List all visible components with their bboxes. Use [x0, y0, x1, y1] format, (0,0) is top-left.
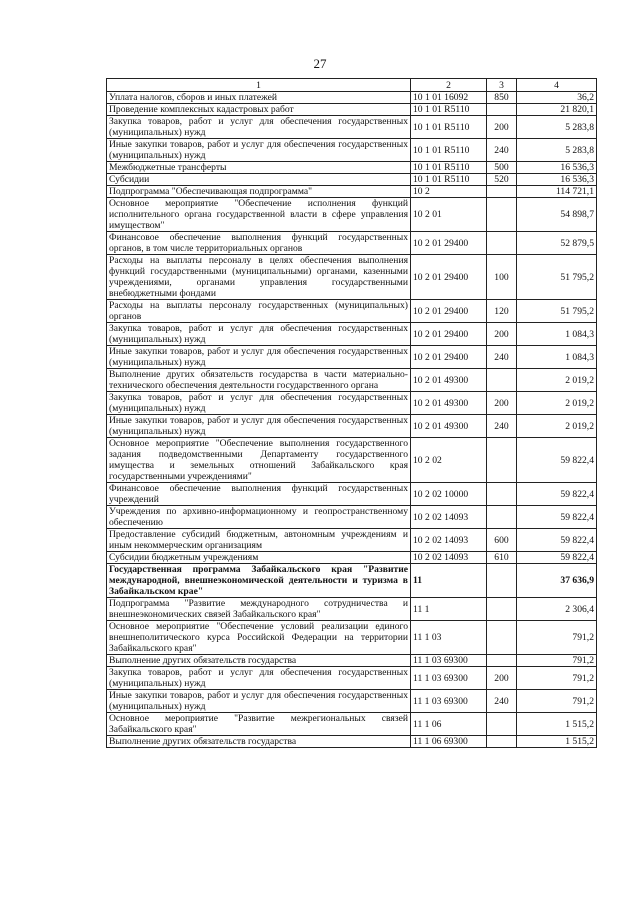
row-amount-cell: 21 820,1: [517, 104, 597, 116]
table-row: [107, 655, 597, 667]
table-row: [107, 506, 597, 529]
row-name-cell: Государственная программа Забайкальского края "Развитие международной, внешнеэкономической деятельности и туризма в Забайкальском крае": [107, 564, 411, 598]
row-type-cell: [487, 369, 517, 392]
table-row: [107, 186, 597, 198]
row-code-cell: 10 2 01 49300: [411, 392, 487, 415]
table-row: [107, 438, 597, 483]
row-type-cell: 610: [487, 552, 517, 564]
row-amount-cell: 59 822,4: [517, 483, 597, 506]
row-type-cell: [487, 736, 517, 748]
row-type-cell: 600: [487, 529, 517, 552]
row-type-cell: 240: [487, 415, 517, 438]
row-code-cell: 10 2 02: [411, 438, 487, 483]
table-row: [107, 736, 597, 748]
header-col-4: 4: [517, 79, 597, 92]
row-name-cell: Расходы на выплаты персоналу государственных (муниципальных) органов: [107, 300, 411, 323]
header-col-2: 2: [411, 79, 487, 92]
table-row: [107, 139, 597, 162]
header-row: [107, 79, 597, 92]
row-amount-cell: 1 084,3: [517, 346, 597, 369]
table-row: [107, 198, 597, 232]
table-row: [107, 392, 597, 415]
row-name-cell: Межбюджетные трансферты: [107, 162, 411, 174]
row-amount-cell: 791,2: [517, 621, 597, 655]
row-type-cell: 240: [487, 346, 517, 369]
row-amount-cell: 37 636,9: [517, 564, 597, 598]
table-row: [107, 300, 597, 323]
table-row: [107, 116, 597, 139]
table-row: [107, 667, 597, 690]
row-type-cell: 240: [487, 139, 517, 162]
row-amount-cell: 52 879,5: [517, 232, 597, 255]
row-amount-cell: 2 019,2: [517, 415, 597, 438]
row-code-cell: 10 2 01 29400: [411, 346, 487, 369]
row-amount-cell: 791,2: [517, 690, 597, 713]
row-code-cell: 11 1 03 69300: [411, 690, 487, 713]
table-row: [107, 713, 597, 736]
row-type-cell: 200: [487, 116, 517, 139]
row-name-cell: Проведение комплексных кадастровых работ: [107, 104, 411, 116]
row-name-cell: Основное мероприятие "Обеспечение исполнения функций исполнительного органа государственной власти в сфере управления имуществом": [107, 198, 411, 232]
row-code-cell: 10 2 01 29400: [411, 232, 487, 255]
row-name-cell: Основное мероприятие "Обеспечение выполнения государственного задания подведомственными Департаменту государственного имущества и земельных отношений Забайкальского края государственными учреждениями": [107, 438, 411, 483]
row-name-cell: Закупка товаров, работ и услуг для обеспечения государственных (муниципальных) нужд: [107, 323, 411, 346]
row-amount-cell: 5 283,8: [517, 139, 597, 162]
row-type-cell: 100: [487, 255, 517, 300]
row-type-cell: [487, 564, 517, 598]
row-code-cell: 10 1 01 R5110: [411, 139, 487, 162]
row-code-cell: 10 2 02 10000: [411, 483, 487, 506]
row-type-cell: 200: [487, 392, 517, 415]
row-name-cell: Выполнение других обязательств государства: [107, 655, 411, 667]
row-code-cell: 10 2 01 29400: [411, 323, 487, 346]
table-row: [107, 104, 597, 116]
row-code-cell: 10 2 01 29400: [411, 255, 487, 300]
row-amount-cell: 114 721,1: [517, 186, 597, 198]
row-name-cell: Уплата налогов, сборов и иных платежей: [107, 92, 411, 104]
table-body: [107, 92, 597, 748]
row-amount-cell: 16 536,3: [517, 174, 597, 186]
row-name-cell: Финансовое обеспечение выполнения функций государственных учреждений: [107, 483, 411, 506]
row-amount-cell: 51 795,2: [517, 255, 597, 300]
row-name-cell: Подпрограмма "Развитие международного сотрудничества и внешнеэкономических связей Забайкальского края": [107, 598, 411, 621]
table-row: [107, 621, 597, 655]
row-amount-cell: 1 515,2: [517, 736, 597, 748]
row-amount-cell: 791,2: [517, 655, 597, 667]
row-code-cell: 11 1 03 69300: [411, 655, 487, 667]
row-name-cell: Предоставление субсидий бюджетным, автономным учреждениям и иным некоммерческим организациям: [107, 529, 411, 552]
table-row: [107, 483, 597, 506]
row-type-cell: [487, 483, 517, 506]
row-code-cell: 10 1 01 16092: [411, 92, 487, 104]
row-type-cell: [487, 186, 517, 198]
row-type-cell: [487, 232, 517, 255]
table-row: [107, 323, 597, 346]
row-amount-cell: 59 822,4: [517, 552, 597, 564]
row-amount-cell: 59 822,4: [517, 438, 597, 483]
row-name-cell: Закупка товаров, работ и услуг для обеспечения государственных (муниципальных) нужд: [107, 116, 411, 139]
row-code-cell: 10 1 01 R5110: [411, 104, 487, 116]
row-amount-cell: 59 822,4: [517, 529, 597, 552]
header-col-1: 1: [107, 79, 411, 92]
row-amount-cell: 5 283,8: [517, 116, 597, 139]
table-row: [107, 564, 597, 598]
row-name-cell: Субсидии бюджетным учреждениям: [107, 552, 411, 564]
row-name-cell: Закупка товаров, работ и услуг для обеспечения государственных (муниципальных) нужд: [107, 667, 411, 690]
table-row: [107, 415, 597, 438]
row-code-cell: 10 2 01 49300: [411, 369, 487, 392]
budget-table: [106, 78, 597, 748]
row-type-cell: 120: [487, 300, 517, 323]
table-row: [107, 162, 597, 174]
table-row: [107, 255, 597, 300]
row-name-cell: Основное мероприятие "Развитие межрегиональных связей Забайкальского края": [107, 713, 411, 736]
row-amount-cell: 2 019,2: [517, 392, 597, 415]
row-code-cell: 11 1 03: [411, 621, 487, 655]
row-code-cell: 11 1: [411, 598, 487, 621]
row-amount-cell: 54 898,7: [517, 198, 597, 232]
row-name-cell: Финансовое обеспечение выполнения функций государственных органов, в том числе территориальных органов: [107, 232, 411, 255]
row-code-cell: 11: [411, 564, 487, 598]
row-code-cell: 10 1 01 R5110: [411, 116, 487, 139]
row-code-cell: 10 2 02 14093: [411, 552, 487, 564]
row-amount-cell: 36,2: [517, 92, 597, 104]
table-row: [107, 598, 597, 621]
table-row: [107, 232, 597, 255]
row-name-cell: Субсидии: [107, 174, 411, 186]
row-amount-cell: 2 019,2: [517, 369, 597, 392]
row-type-cell: [487, 598, 517, 621]
row-type-cell: 520: [487, 174, 517, 186]
table-row: [107, 369, 597, 392]
row-name-cell: Иные закупки товаров, работ и услуг для обеспечения государственных (муниципальных) нужд: [107, 346, 411, 369]
row-amount-cell: 791,2: [517, 667, 597, 690]
row-name-cell: Учреждения по архивно-информационному и геопространственному обеспечению: [107, 506, 411, 529]
row-amount-cell: 2 306,4: [517, 598, 597, 621]
row-type-cell: [487, 506, 517, 529]
row-type-cell: [487, 104, 517, 116]
row-name-cell: Выполнение других обязательств государства в части материально-технического обеспечения деятельности государственного органа: [107, 369, 411, 392]
table-row: [107, 346, 597, 369]
row-code-cell: 10 1 01 R5110: [411, 162, 487, 174]
row-type-cell: 200: [487, 667, 517, 690]
table-row: [107, 529, 597, 552]
row-code-cell: 10 2 01 49300: [411, 415, 487, 438]
row-code-cell: 10 2: [411, 186, 487, 198]
row-code-cell: 11 1 06 69300: [411, 736, 487, 748]
page-number: 27: [313, 56, 327, 71]
header-col-3: 3: [487, 79, 517, 92]
row-amount-cell: 16 536,3: [517, 162, 597, 174]
row-code-cell: 10 2 02 14093: [411, 529, 487, 552]
row-amount-cell: 1 515,2: [517, 713, 597, 736]
row-name-cell: Закупка товаров, работ и услуг для обеспечения государственных (муниципальных) нужд: [107, 392, 411, 415]
row-type-cell: 240: [487, 690, 517, 713]
row-type-cell: [487, 438, 517, 483]
row-type-cell: [487, 713, 517, 736]
row-code-cell: 11 1 06: [411, 713, 487, 736]
row-amount-cell: 59 822,4: [517, 506, 597, 529]
row-code-cell: 10 2 01 29400: [411, 300, 487, 323]
row-name-cell: Иные закупки товаров, работ и услуг для обеспечения государственных (муниципальных) нужд: [107, 415, 411, 438]
row-amount-cell: 51 795,2: [517, 300, 597, 323]
table-row: [107, 690, 597, 713]
row-type-cell: 850: [487, 92, 517, 104]
row-name-cell: Подпрограмма "Обеспечивающая подпрограмма": [107, 186, 411, 198]
table-row: [107, 552, 597, 564]
row-amount-cell: 1 084,3: [517, 323, 597, 346]
row-type-cell: [487, 621, 517, 655]
table-row: [107, 174, 597, 186]
row-type-cell: 200: [487, 323, 517, 346]
row-name-cell: Выполнение других обязательств государства: [107, 736, 411, 748]
row-code-cell: 10 1 01 R5110: [411, 174, 487, 186]
row-type-cell: [487, 198, 517, 232]
row-name-cell: Расходы на выплаты персоналу в целях обеспечения выполнения функций государственными (муниципальными) органами, казенными учреждениями, органами управления государственными внебюджетными фондами: [107, 255, 411, 300]
row-name-cell: Иные закупки товаров, работ и услуг для обеспечения государственных (муниципальных) нужд: [107, 139, 411, 162]
row-code-cell: 10 2 01: [411, 198, 487, 232]
row-type-cell: [487, 655, 517, 667]
row-name-cell: Основное мероприятие "Обеспечение условий реализации единого внешнеполитического курса Российской Федерации на территории Забайкальского края": [107, 621, 411, 655]
row-code-cell: 11 1 03 69300: [411, 667, 487, 690]
table-row: [107, 92, 597, 104]
row-name-cell: Иные закупки товаров, работ и услуг для обеспечения государственных (муниципальных) нужд: [107, 690, 411, 713]
row-type-cell: 500: [487, 162, 517, 174]
row-code-cell: 10 2 02 14093: [411, 506, 487, 529]
